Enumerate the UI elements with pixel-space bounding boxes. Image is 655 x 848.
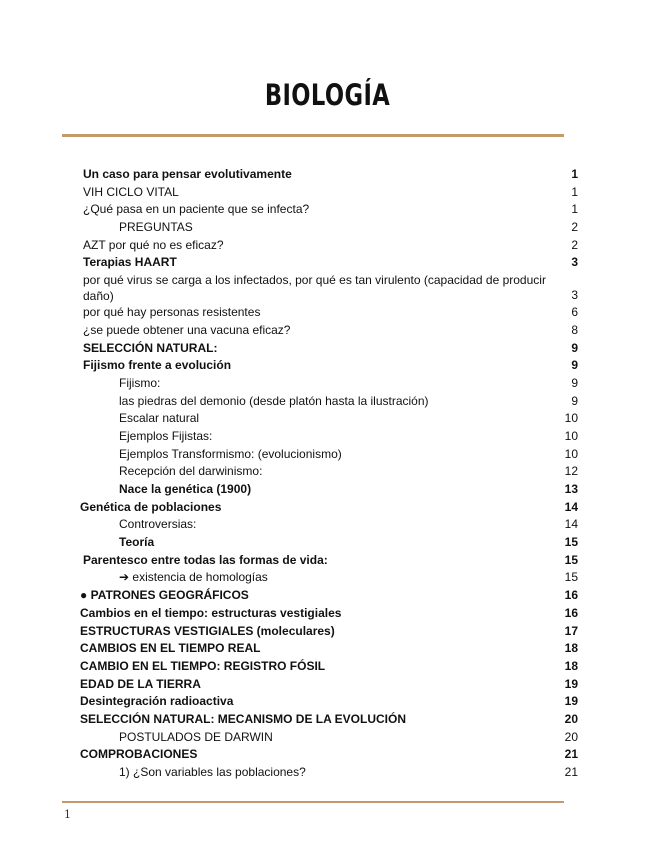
toc-entry-title: CAMBIO EN EL TIEMPO: REGISTRO FÓSIL [80, 658, 326, 673]
toc-entry[interactable] [0, 729, 655, 747]
toc-entry-title: ➔ existencia de homologías [119, 570, 268, 585]
toc-entry[interactable] [0, 499, 655, 517]
toc-entry-page: 16 [564, 605, 578, 620]
toc-entry-title: Parentesco entre todas las formas de vida: [83, 552, 328, 567]
toc-entry-page: 6 [571, 305, 578, 320]
toc-entry-page: 2 [571, 220, 578, 235]
toc-entry-title: EDAD DE LA TIERRA [80, 676, 201, 691]
toc-entry[interactable] [0, 569, 655, 587]
toc-entry-title: Nace la genética (1900) [119, 482, 252, 496]
toc-entry[interactable] [0, 410, 655, 428]
toc-entry-title: Escalar natural [119, 411, 200, 426]
toc-entry-title: Un caso para pensar evolutivamente [83, 167, 292, 181]
toc-entry[interactable] [0, 357, 655, 375]
toc-entry-title: SELECCIÓN NATURAL: [83, 340, 218, 355]
toc-entry-page: 14 [564, 499, 578, 514]
toc-entry-title: POSTULADOS DE DARWIN [119, 729, 273, 744]
toc-entry-title: Cambios en el tiempo: estructuras vestigiales [80, 605, 342, 620]
toc-entry[interactable] [0, 428, 655, 446]
toc-entry-title: SELECCIÓN NATURAL: MECANISMO DE LA EVOLUCIÓN [80, 711, 406, 726]
toc-entry[interactable] [0, 463, 655, 481]
toc-entry-page: 9 [571, 358, 578, 373]
toc-entry-page: 15 [564, 552, 578, 567]
toc-entry-page: 1 [571, 167, 578, 181]
toc-entry[interactable] [0, 658, 655, 676]
toc-entry-title: Fijismo: [119, 375, 161, 390]
toc-entry-title: ¿se puede obtener una vacuna eficaz? [83, 322, 291, 337]
toc-entry-title: PREGUNTAS [119, 220, 193, 235]
toc-entry-page: 13 [564, 482, 578, 496]
toc-entry-page: 10 [564, 428, 578, 443]
toc-entry-title: AZT por qué no es eficaz? [83, 237, 224, 252]
toc-entry-page: 9 [571, 393, 578, 408]
toc-entry-title: Genética de poblaciones [80, 499, 222, 514]
document-title: BIOLOGÍA [264, 78, 391, 112]
toc-entry[interactable] [0, 623, 655, 641]
toc-entry-title: COMPROBACIONES [80, 747, 198, 762]
toc-entry-title: por qué virus se carga a los infectados, por qué es tan virulento (capacidad de producir daño) [83, 273, 546, 303]
toc-entry[interactable] [0, 746, 655, 764]
toc-entry[interactable] [0, 166, 655, 184]
toc-entry-title: Controversias: [119, 517, 197, 532]
toc-entry-page: 21 [564, 765, 578, 779]
toc-entry-page: 19 [564, 676, 578, 691]
toc-entry-page: 16 [564, 588, 578, 603]
toc-entry-title: 1) ¿Son variables las poblaciones? [119, 765, 306, 779]
toc-entry[interactable] [0, 272, 655, 304]
toc-entry-page: 3 [571, 255, 578, 270]
toc-entry-title: CAMBIOS EN EL TIEMPO REAL [80, 641, 261, 656]
toc-entry-title: Recepción del darwinismo: [119, 464, 263, 479]
toc-entry-page: 20 [564, 711, 578, 726]
toc-entry-page: 2 [571, 237, 578, 252]
toc-entry[interactable] [0, 219, 655, 237]
toc-entry[interactable] [0, 254, 655, 272]
toc-entry[interactable] [0, 322, 655, 340]
toc-entry-title: ¿Qué pasa en un paciente que se infecta? [83, 202, 310, 217]
toc-entry-page: 18 [564, 658, 578, 673]
toc-entry[interactable] [0, 693, 655, 711]
table-of-contents [0, 166, 655, 782]
toc-entry[interactable] [0, 605, 655, 623]
toc-entry-page: 1 [571, 184, 578, 199]
toc-entry[interactable] [0, 237, 655, 255]
toc-entry-page: 8 [571, 322, 578, 337]
toc-entry[interactable] [0, 711, 655, 729]
toc-entry[interactable] [0, 393, 655, 411]
toc-entry[interactable] [0, 640, 655, 658]
toc-entry-page: 15 [564, 570, 578, 585]
toc-entry-page: 18 [564, 641, 578, 656]
toc-entry[interactable] [0, 676, 655, 694]
toc-entry-page: 17 [564, 623, 578, 638]
toc-entry-page: 21 [564, 747, 578, 762]
toc-entry-title: ESTRUCTURAS VESTIGIALES (moleculares) [80, 623, 335, 638]
toc-entry-page: 12 [564, 464, 578, 479]
toc-entry-page: 19 [564, 694, 578, 709]
toc-entry[interactable] [0, 587, 655, 605]
toc-entry-page: 10 [564, 446, 578, 461]
toc-entry-page: 14 [564, 517, 578, 532]
toc-entry[interactable] [0, 304, 655, 322]
toc-entry-title: Fijismo frente a evolución [83, 358, 232, 373]
toc-entry-page: 15 [564, 535, 578, 550]
toc-entry-page: 3 [571, 288, 578, 303]
toc-entry[interactable] [0, 375, 655, 393]
toc-entry-title: ● PATRONES GEOGRÁFICOS [80, 588, 249, 603]
footer-rule [62, 801, 564, 803]
toc-entry-title: Ejemplos Transformismo: (evolucionismo) [119, 446, 342, 461]
toc-entry-title: Teoría [119, 535, 155, 550]
toc-entry-title: por qué hay personas resistentes [83, 305, 261, 320]
toc-entry[interactable] [0, 552, 655, 570]
toc-entry-page: 9 [571, 340, 578, 355]
header-rule [62, 134, 564, 137]
page-number: 1 [64, 808, 71, 821]
toc-entry-title: VIH CICLO VITAL [83, 184, 179, 199]
toc-entry[interactable] [0, 764, 655, 782]
toc-entry[interactable] [0, 201, 655, 219]
toc-entry[interactable] [0, 481, 655, 499]
toc-entry[interactable] [0, 184, 655, 202]
toc-entry-title: Ejemplos Fijistas: [119, 428, 213, 443]
toc-entry-title: Terapias HAART [83, 255, 177, 270]
toc-entry[interactable] [0, 446, 655, 464]
toc-entry-title: Desintegración radioactiva [80, 694, 234, 709]
toc-entry-page: 1 [571, 202, 578, 217]
toc-entry[interactable] [0, 516, 655, 534]
toc-entry-page: 20 [564, 729, 578, 744]
toc-entry-title: las piedras del demonio (desde platón hasta la ilustración) [119, 393, 429, 408]
toc-entry[interactable] [0, 340, 655, 358]
toc-entry-page: 9 [571, 375, 578, 390]
toc-entry[interactable] [0, 534, 655, 552]
toc-entry-page: 10 [564, 411, 578, 426]
